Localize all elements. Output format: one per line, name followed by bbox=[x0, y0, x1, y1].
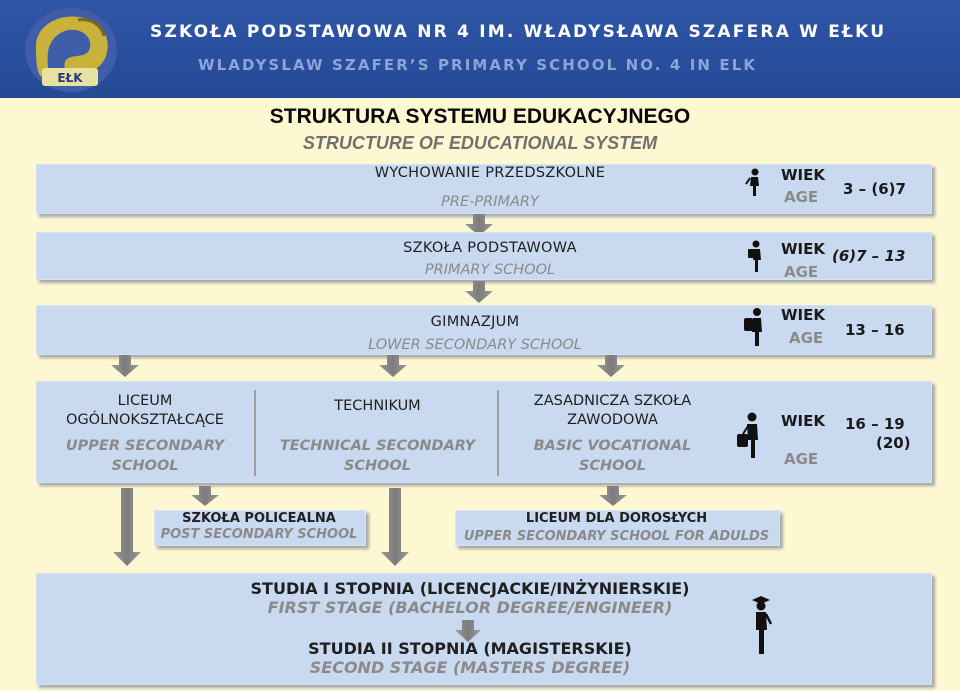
arrow-down bbox=[378, 355, 408, 377]
vocational-label-en-line1: BASIC VOCATIONAL bbox=[533, 438, 692, 454]
long-arrow-down bbox=[380, 488, 410, 566]
lower-secondary-age-range: 13 – 16 bbox=[845, 321, 905, 339]
technikum-label-pl: TECHNIKUM bbox=[334, 398, 421, 414]
title-english: STRUCTURE OF EDUCATIONAL SYSTEM bbox=[302, 133, 658, 153]
liceum-label-en-line1: UPPER SECONDARY bbox=[65, 438, 225, 454]
graduate-icon bbox=[748, 594, 774, 656]
arrow-down bbox=[110, 355, 140, 377]
lower-secondary-wiek: WIEK bbox=[781, 306, 825, 324]
preprimary-label-pl: WYCHOWANIE PRZEDSZKOLNE bbox=[374, 165, 606, 181]
adult-liceum-label-en: UPPER SECONDARY SCHOOL FOR ADULDS bbox=[463, 529, 770, 544]
post-secondary-label-pl: SZKOŁA POLICEALNA bbox=[182, 511, 336, 526]
second-stage-label-pl: STUDIA II STOPNIA (MAGISTERSKIE) bbox=[308, 639, 632, 658]
student-with-bag-icon bbox=[735, 412, 765, 460]
primary-label-en: PRIMARY SCHOOL bbox=[424, 262, 556, 278]
preprimary-age-label: AGE bbox=[784, 188, 819, 206]
school-name-english: WLADYSLAW SZAFER’S PRIMARY SCHOOL NO. 4 IN ELK bbox=[198, 56, 758, 74]
column-divider bbox=[254, 390, 256, 476]
upper-secondary-wiek: WIEK bbox=[781, 412, 825, 430]
teen-with-backpack-icon bbox=[742, 308, 768, 348]
liceum-label-pl-line1: LICEUM bbox=[117, 393, 173, 409]
second-stage-label-en: SECOND STAGE (MASTERS DEGREE) bbox=[309, 658, 631, 677]
primary-wiek: WIEK bbox=[781, 240, 825, 258]
preprimary-label-en: PRE-PRIMARY bbox=[441, 194, 539, 210]
upper-secondary-age-range: 16 – 19 bbox=[845, 415, 905, 433]
primary-age-range: (6)7 – 13 bbox=[832, 247, 906, 265]
long-arrow-down bbox=[112, 488, 142, 566]
vocational-label-pl-line1: ZASADNICZA SZKOŁA bbox=[533, 393, 692, 409]
first-stage-label-pl: STUDIA I STOPNIA (LICENCJACKIE/INŻYNIERSKIE) bbox=[250, 579, 690, 598]
column-divider bbox=[497, 390, 499, 476]
arrow-down bbox=[464, 281, 494, 303]
adult-liceum-label-pl: LICEUM DLA DOROSŁYCH bbox=[525, 511, 708, 526]
post-secondary-label-en: POST SECONDARY SCHOOL bbox=[160, 527, 358, 542]
school-logo bbox=[22, 6, 120, 94]
arrow-down bbox=[190, 486, 220, 506]
upper-secondary-age-label: AGE bbox=[784, 450, 819, 468]
preprimary-age-range: 3 – (6)7 bbox=[843, 180, 906, 198]
lower-secondary-label-pl: GIMNAZJUM bbox=[430, 314, 520, 330]
vocational-label-en-line2: SCHOOL bbox=[578, 458, 647, 474]
school-name-polish: SZKOŁA PODSTAWOWA NR 4 IM. WŁADYSŁAWA SZAFERA W EŁKU bbox=[150, 22, 887, 42]
upper-secondary-age-extra: (20) bbox=[876, 434, 911, 452]
logo-text: EŁK bbox=[57, 71, 83, 85]
primary-label-pl: SZKOŁA PODSTAWOWA bbox=[403, 240, 577, 256]
liceum-label-pl-line2: OGÓLNOKSZTAŁCĄCE bbox=[66, 412, 224, 428]
first-stage-label-en: FIRST STAGE (BACHELOR DEGREE/ENGINEER) bbox=[267, 598, 673, 617]
lower-secondary-age-label: AGE bbox=[789, 329, 824, 347]
liceum-label-en-line2: SCHOOL bbox=[111, 458, 179, 474]
technikum-label-en-line2: SCHOOL bbox=[343, 458, 412, 474]
lower-secondary-label-en: LOWER SECONDARY SCHOOL bbox=[368, 337, 582, 353]
child-icon bbox=[744, 168, 764, 198]
title-polish: STRUKTURA SYSTEMU EDUKACYJNEGO bbox=[269, 105, 691, 128]
page-header bbox=[0, 0, 960, 98]
technikum-label-en-line1: TECHNICAL SECONDARY bbox=[279, 438, 476, 454]
arrow-down bbox=[598, 486, 628, 506]
preprimary-wiek: WIEK bbox=[781, 166, 825, 184]
arrow-down bbox=[596, 355, 626, 377]
primary-age-label: AGE bbox=[784, 263, 819, 281]
schoolchild-icon bbox=[744, 240, 766, 274]
vocational-label-pl-line2: ZAWODOWA bbox=[567, 412, 658, 428]
